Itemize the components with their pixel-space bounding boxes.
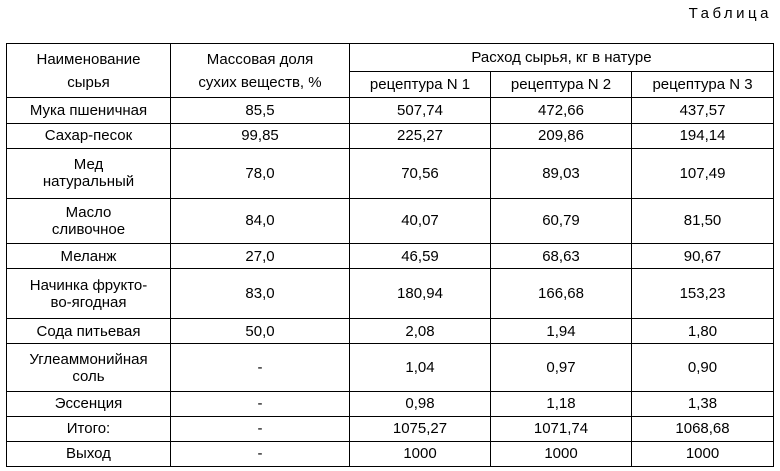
header-name-line-1: Наименование <box>36 50 141 68</box>
material-name-line: Масло <box>65 203 112 221</box>
material-name-cell <box>7 391 171 416</box>
recipe-2-cell: 1071,74 <box>491 416 632 441</box>
recipe-1-cell: 1000 <box>350 441 491 466</box>
material-name-line: Сахар-песок <box>44 127 133 145</box>
recipe-1-cell: 225,27 <box>350 123 491 148</box>
header-recipe-3: рецептура N 3 <box>632 72 774 98</box>
recipe-1-cell: 46,59 <box>350 243 491 268</box>
recipe-3-cell: 1068,68 <box>632 416 774 441</box>
recipe-3-cell: 153,23 <box>632 269 774 319</box>
table-row <box>7 441 774 466</box>
table-row <box>7 243 774 268</box>
material-name-cell <box>7 416 171 441</box>
header-row-top <box>7 44 774 72</box>
material-name-cell <box>7 198 171 243</box>
header-name-cell <box>7 44 171 98</box>
table-row <box>7 98 774 123</box>
material-name-cell <box>7 269 171 319</box>
dry-matter-cell: 78,0 <box>171 148 350 198</box>
dry-matter-cell: 50,0 <box>171 319 350 344</box>
recipe-1-cell: 40,07 <box>350 198 491 243</box>
recipe-2-cell: 209,86 <box>491 123 632 148</box>
material-name-line: Итого: <box>66 420 111 438</box>
recipe-table <box>6 43 774 467</box>
recipe-3-cell: 81,50 <box>632 198 774 243</box>
recipe-1-cell: 70,56 <box>350 148 491 198</box>
recipe-1-cell: 180,94 <box>350 269 491 319</box>
table-row <box>7 344 774 391</box>
dry-matter-cell: 84,0 <box>171 198 350 243</box>
table-row <box>7 416 774 441</box>
header-recipe-2: рецептура N 2 <box>491 72 632 98</box>
material-name-line: Мед <box>73 156 104 174</box>
header-recipe-1: рецептура N 1 <box>350 72 491 98</box>
recipe-3-cell: 0,90 <box>632 344 774 391</box>
table-row <box>7 269 774 319</box>
material-name-line: Эссенция <box>54 395 123 413</box>
dry-matter-cell: 85,5 <box>171 98 350 123</box>
header-dry-line-2: сухих веществ, % <box>198 73 322 91</box>
recipe-2-cell: 60,79 <box>491 198 632 243</box>
material-name-cell <box>7 123 171 148</box>
material-name-line: Меланж <box>60 247 117 265</box>
recipe-3-cell: 437,57 <box>632 98 774 123</box>
material-name-cell <box>7 98 171 123</box>
recipe-3-cell: 1,38 <box>632 391 774 416</box>
material-name-line: Выход <box>66 445 111 463</box>
recipe-3-cell: 1000 <box>632 441 774 466</box>
dry-matter-cell: 27,0 <box>171 243 350 268</box>
recipe-3-cell: 107,49 <box>632 148 774 198</box>
recipe-3-cell: 90,67 <box>632 243 774 268</box>
recipe-1-cell: 0,98 <box>350 391 491 416</box>
dry-matter-cell: - <box>171 391 350 416</box>
recipe-1-cell: 1075,27 <box>350 416 491 441</box>
dry-matter-cell: - <box>171 441 350 466</box>
header-dry-line-1: Массовая доля <box>206 50 314 68</box>
recipe-1-cell: 507,74 <box>350 98 491 123</box>
table-caption: Таблица <box>688 5 772 22</box>
recipe-2-cell: 1000 <box>491 441 632 466</box>
dry-matter-cell: 83,0 <box>171 269 350 319</box>
material-name-cell <box>7 319 171 344</box>
recipe-2-cell: 472,66 <box>491 98 632 123</box>
header-usage-cell: Расход сырья, кг в натуре <box>350 44 774 72</box>
recipe-2-cell: 0,97 <box>491 344 632 391</box>
dry-matter-cell: 99,85 <box>171 123 350 148</box>
dry-matter-cell: - <box>171 344 350 391</box>
material-name-line: Сода питьевая <box>36 322 141 340</box>
table-row <box>7 198 774 243</box>
dry-matter-cell: - <box>171 416 350 441</box>
material-name-line: Мука пшеничная <box>29 102 148 119</box>
recipe-2-cell: 1,18 <box>491 391 632 416</box>
recipe-1-cell: 1,04 <box>350 344 491 391</box>
material-name-line: соль <box>72 367 105 385</box>
recipe-3-cell: 194,14 <box>632 123 774 148</box>
header-name-line-2: сырья <box>67 73 110 91</box>
table-row <box>7 123 774 148</box>
material-name-cell <box>7 148 171 198</box>
table-body <box>7 44 774 467</box>
material-name-line: натуральный <box>42 173 135 191</box>
recipe-2-cell: 1,94 <box>491 319 632 344</box>
recipe-2-cell: 89,03 <box>491 148 632 198</box>
table-row <box>7 319 774 344</box>
header-dry-matter-cell <box>171 44 350 98</box>
material-name-cell <box>7 344 171 391</box>
material-name-cell <box>7 441 171 466</box>
material-name-line: Начинка фрукто- <box>29 276 148 294</box>
material-name-cell <box>7 243 171 268</box>
material-name-line: во-ягодная <box>50 293 127 311</box>
recipe-2-cell: 68,63 <box>491 243 632 268</box>
material-name-line: Углеаммонийная <box>29 350 148 368</box>
table-row <box>7 391 774 416</box>
recipe-1-cell: 2,08 <box>350 319 491 344</box>
recipe-2-cell: 166,68 <box>491 269 632 319</box>
recipe-3-cell: 1,80 <box>632 319 774 344</box>
table-row <box>7 148 774 198</box>
material-name-line: сливочное <box>51 220 126 238</box>
